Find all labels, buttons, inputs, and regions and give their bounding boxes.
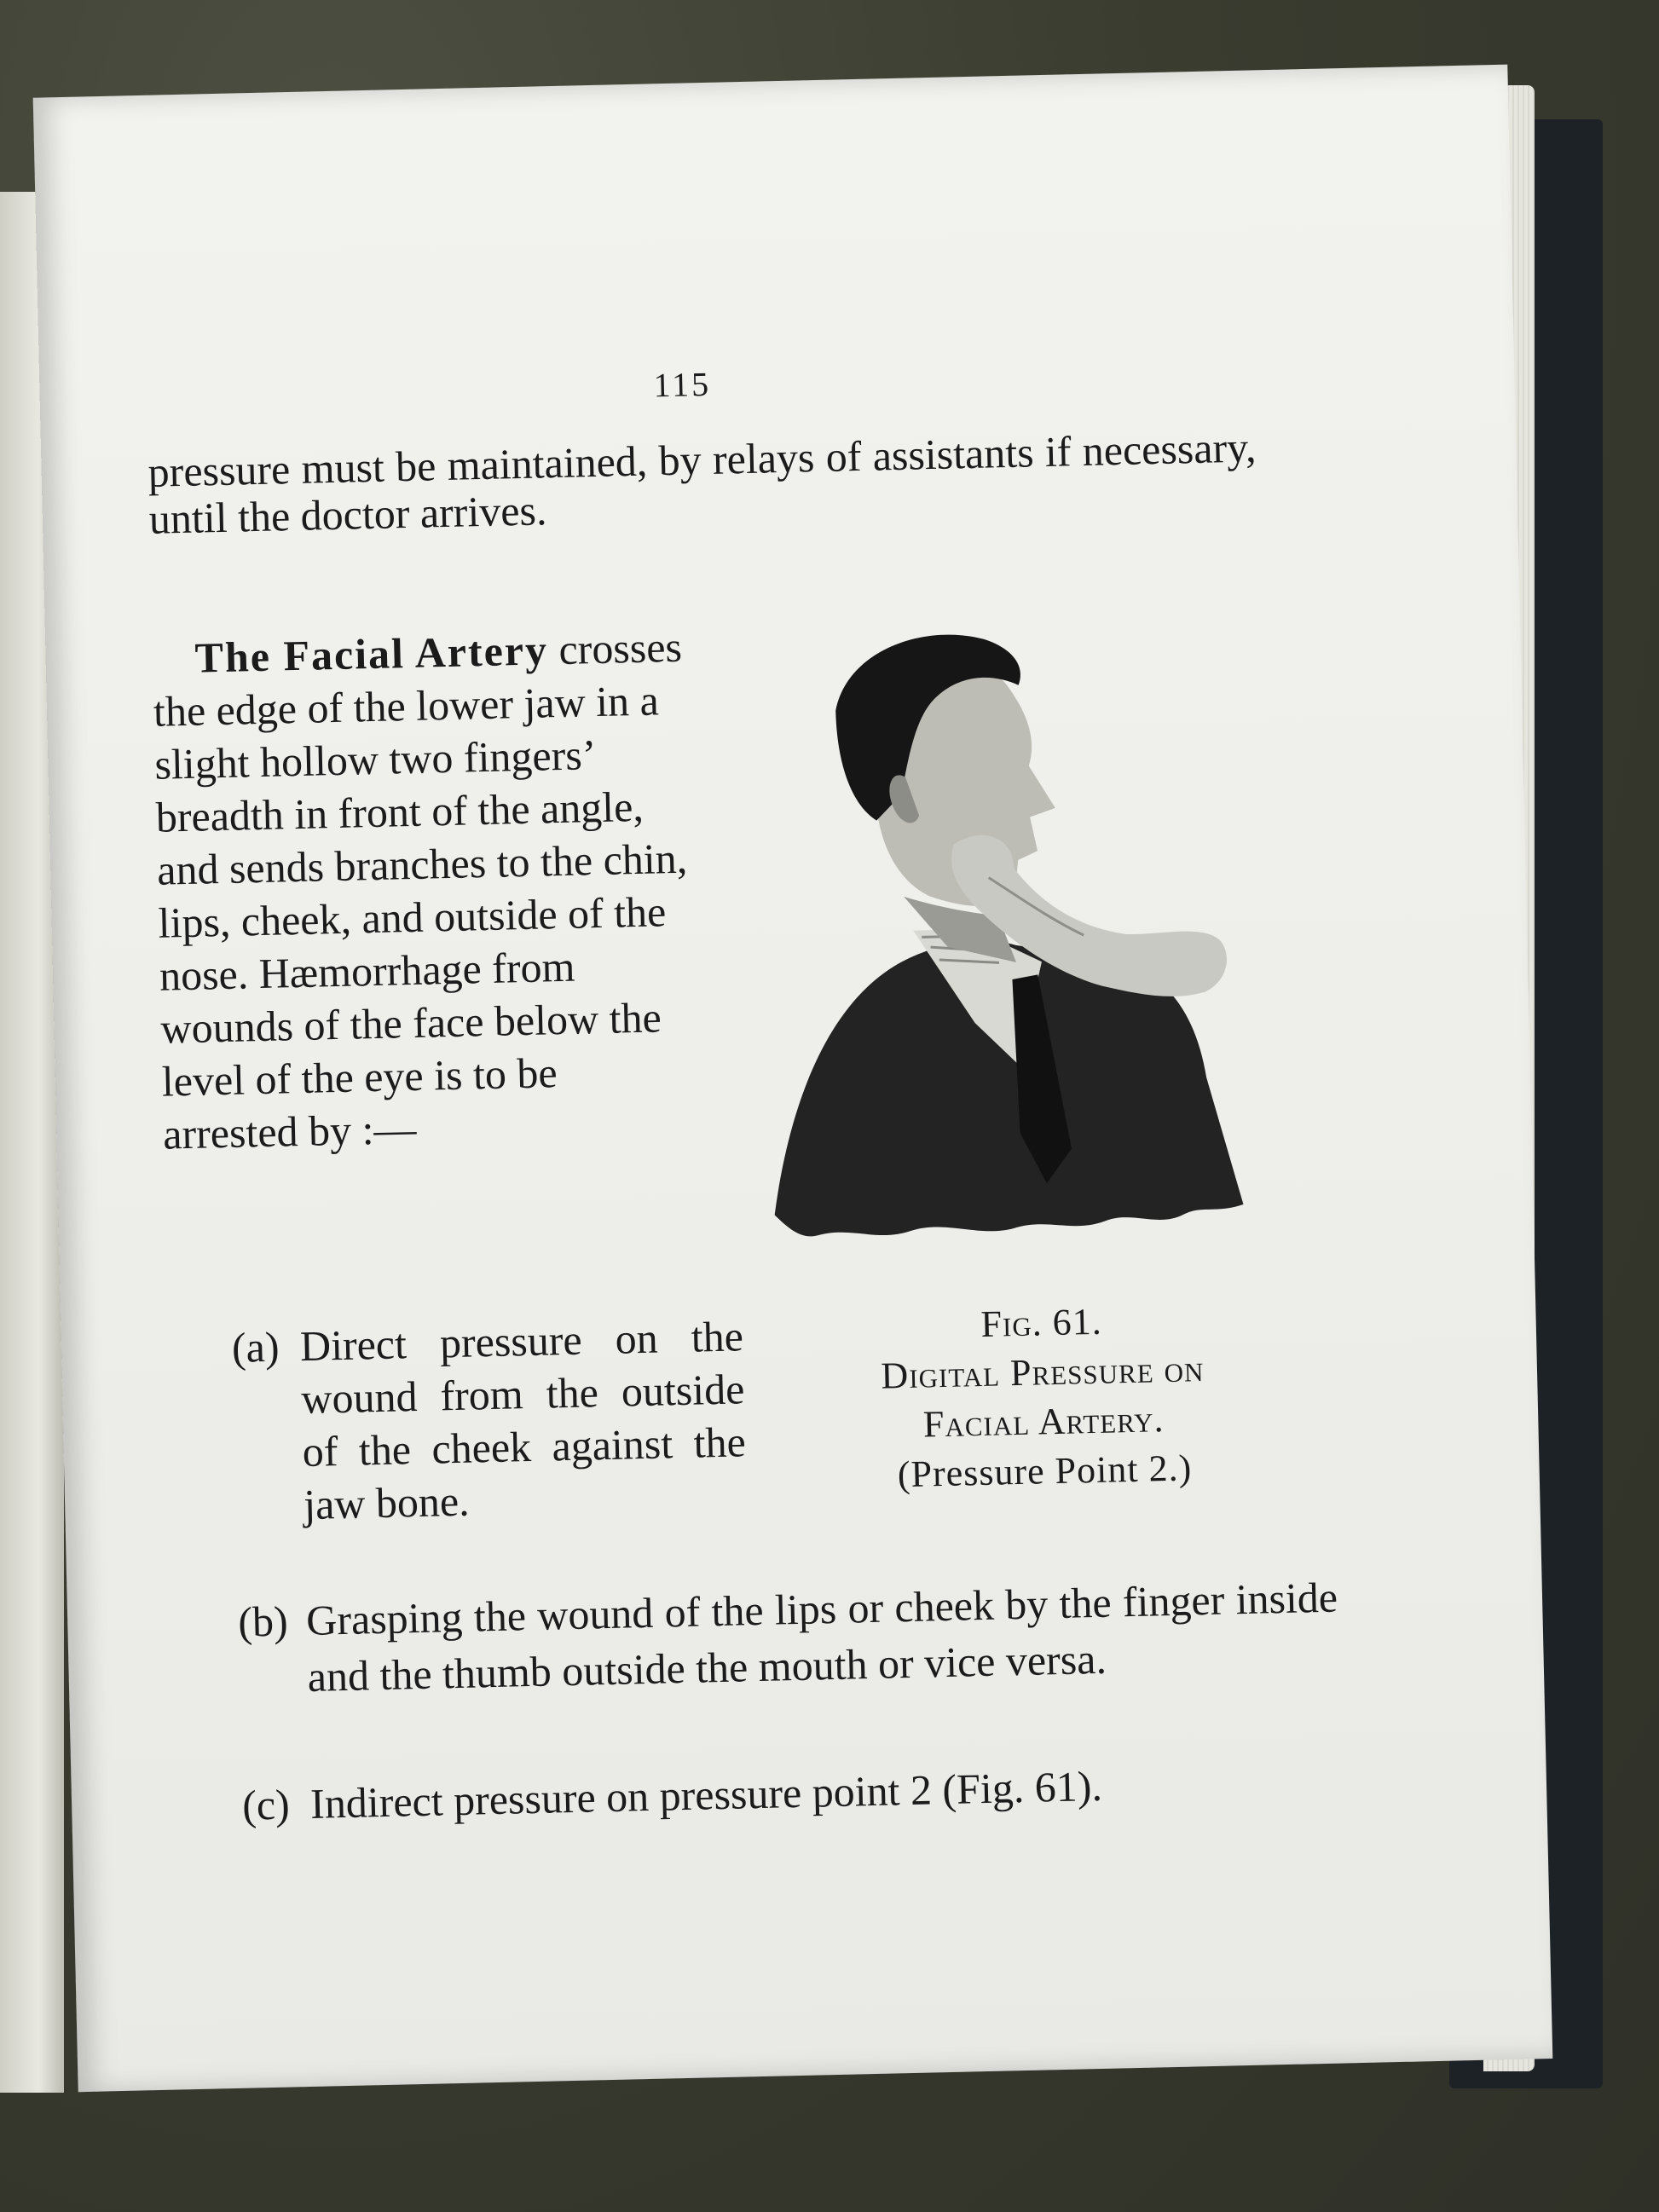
figure-caption-pressure-point: (Pressure Point 2.) [897, 1447, 1193, 1496]
page-number: 115 [653, 364, 712, 405]
list-marker: (a) [231, 1322, 280, 1372]
section-body: crosses the edge of the lower jaw in a slight hollow two fingers’ breadth in front of the angle, and sends branches to the chin, lips, cheek, and outside of the nose. Hæmorrhage from wounds of the face below the level of the eye is to be arrested by :— [153, 622, 688, 1158]
list-marker: (c) [241, 1780, 291, 1829]
list-item-text: Indirect pressure on pressure point 2 (Fig. 61). [309, 1761, 1103, 1828]
figure-photo-digital-pressure [753, 615, 1296, 1258]
section-heading: The Facial Artery [194, 626, 549, 682]
list-item-b [238, 1569, 1340, 1707]
intro-paragraph: pressure must be maintained, by relays of assistants if necessary, until the doctor arrives. [147, 423, 1257, 543]
list-item-a [231, 1309, 747, 1533]
figure-caption [785, 1293, 1301, 1503]
list-item-text: Grasping the wound of the lips or cheek by the finger inside and the thumb outside the mouth or vice versa. [305, 1573, 1338, 1701]
list-item-c [241, 1752, 1342, 1833]
facial-artery-paragraph [152, 621, 701, 1161]
book-page [33, 65, 1553, 2093]
figure-caption-line: Digital Pressure on [880, 1348, 1205, 1397]
figure-caption-line: Facial Artery. [922, 1398, 1165, 1446]
list-item-text: Direct pressure on the wound from the outside of the cheek against the jaw bone. [299, 1312, 747, 1529]
figure-number: Fig. 61. [980, 1300, 1103, 1345]
man-profile-photo [753, 615, 1296, 1258]
list-marker: (b) [237, 1597, 289, 1646]
